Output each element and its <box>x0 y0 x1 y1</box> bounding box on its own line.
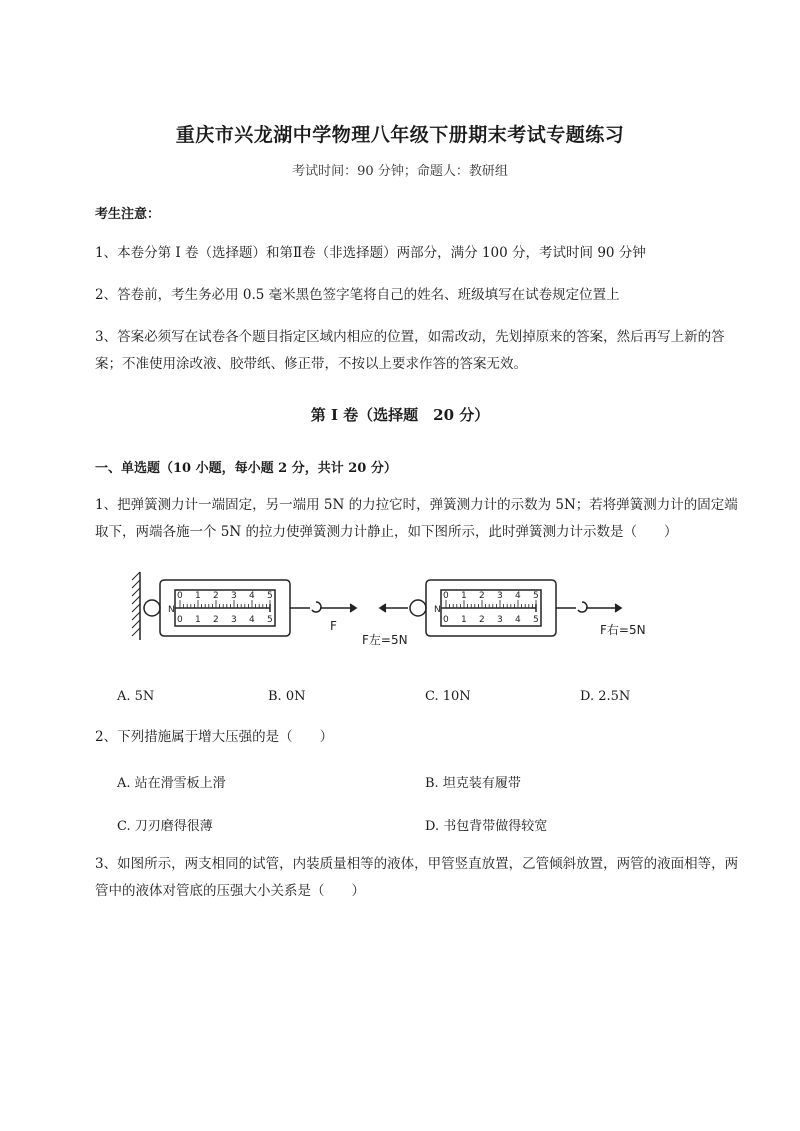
scale-digit: 4 <box>249 615 255 625</box>
scale-digit: 1 <box>195 615 201 625</box>
scale-digit: 5 <box>267 591 273 601</box>
ring-left-1 <box>144 600 160 616</box>
force-label-f: F <box>330 619 337 633</box>
scale-digit: 1 <box>461 615 467 625</box>
unit-label-right: N <box>434 605 441 615</box>
scale-digit: 1 <box>461 591 467 601</box>
q2-option-b[interactable]: B. 坦克装有履带 <box>425 776 521 791</box>
scale-digit: 3 <box>231 591 237 601</box>
scale-digit: 2 <box>479 591 485 601</box>
force-label-left: F左=5N <box>362 633 408 647</box>
exam-info: 考试时间：90 分钟；命题人：教研组 <box>292 164 508 179</box>
scale-digit: 5 <box>533 591 539 601</box>
notice-item-3: 3、答案必须写在试卷各个题目指定区域内相应的位置，如需改动，先划掉原来的答案，然后再写上新的答案；不准使用涂改液、胶带纸、修正带，不按以上要求作答的答案无效。 <box>95 329 725 372</box>
q1-option-b[interactable]: B. 0N <box>268 689 306 704</box>
ring-right-1 <box>410 600 426 616</box>
q2-option-d[interactable]: D. 书包背带做得较宽 <box>425 819 548 834</box>
notice-item-1: 1、本卷分第 I 卷（选择题）和第Ⅱ卷（非选择题）两部分，满分 100 分，考试时间 90 分钟 <box>95 245 646 261</box>
scale-digit: 5 <box>267 615 273 625</box>
spring-scale-figure <box>130 570 650 650</box>
scale-digit: 4 <box>515 615 521 625</box>
q2-option-a[interactable]: A. 站在滑雪板上滑 <box>117 776 226 791</box>
question-2-stem: 2、下列措施属于增大压强的是（ ） <box>95 729 334 745</box>
page-title: 重庆市兴龙湖中学物理八年级下册期末考试专题练习 <box>175 124 625 146</box>
hook-left <box>290 602 321 612</box>
question-group-heading: 一、单选题（10 小题，每小题 2 分，共计 20 分） <box>95 461 397 476</box>
scale-digit: 0 <box>443 615 449 625</box>
scale-digit: 0 <box>177 591 183 601</box>
question-1-stem: 1、把弹簧测力计一端固定，另一端用 5N 的力拉它时，弹簧测力计的示数为 5N；若将弹簧测力计的固定端取下，两端各施一个 5N 的拉力使弹簧测力计静止，如下图所示，此时弹簧测力计示数是（ ） <box>95 497 738 540</box>
scale-digit: 4 <box>249 591 255 601</box>
q1-option-c[interactable]: C. 10N <box>425 689 471 704</box>
notice-item-2: 2、答卷前，考生务必用 0.5 毫米黑色签字笔将自己的姓名、班级填写在试卷规定位置上 <box>95 287 620 303</box>
scale-digit: 3 <box>497 591 503 601</box>
notice-heading: 考生注意： <box>95 207 161 222</box>
q2-option-c[interactable]: C. 刀刃磨得很薄 <box>117 819 213 834</box>
q1-option-a[interactable]: A. 5N <box>117 689 155 704</box>
hook-right <box>556 602 587 612</box>
scale-digit: 2 <box>213 615 219 625</box>
q1-option-d[interactable]: D. 2.5N <box>580 689 631 704</box>
question-3-stem: 3、如图所示，两支相同的试管，内装质量相等的液体，甲管竖直放置，乙管倾斜放置，两管的液面相等，两管中的液体对管底的压强大小关系是（ ） <box>95 856 739 899</box>
scale-digit: 4 <box>515 591 521 601</box>
scale-digit: 2 <box>213 591 219 601</box>
scale-digit: 3 <box>497 615 503 625</box>
scale-digit: 2 <box>479 615 485 625</box>
scale-digit: 5 <box>533 615 539 625</box>
force-label-right: F右=5N <box>600 623 646 637</box>
scale-digit: 0 <box>177 615 183 625</box>
unit-label-left: N <box>168 605 175 615</box>
scale-digit: 3 <box>231 615 237 625</box>
scale-digit: 1 <box>195 591 201 601</box>
section-title: 第 I 卷（选择题 20 分） <box>310 406 490 424</box>
scale-digit: 0 <box>443 591 449 601</box>
